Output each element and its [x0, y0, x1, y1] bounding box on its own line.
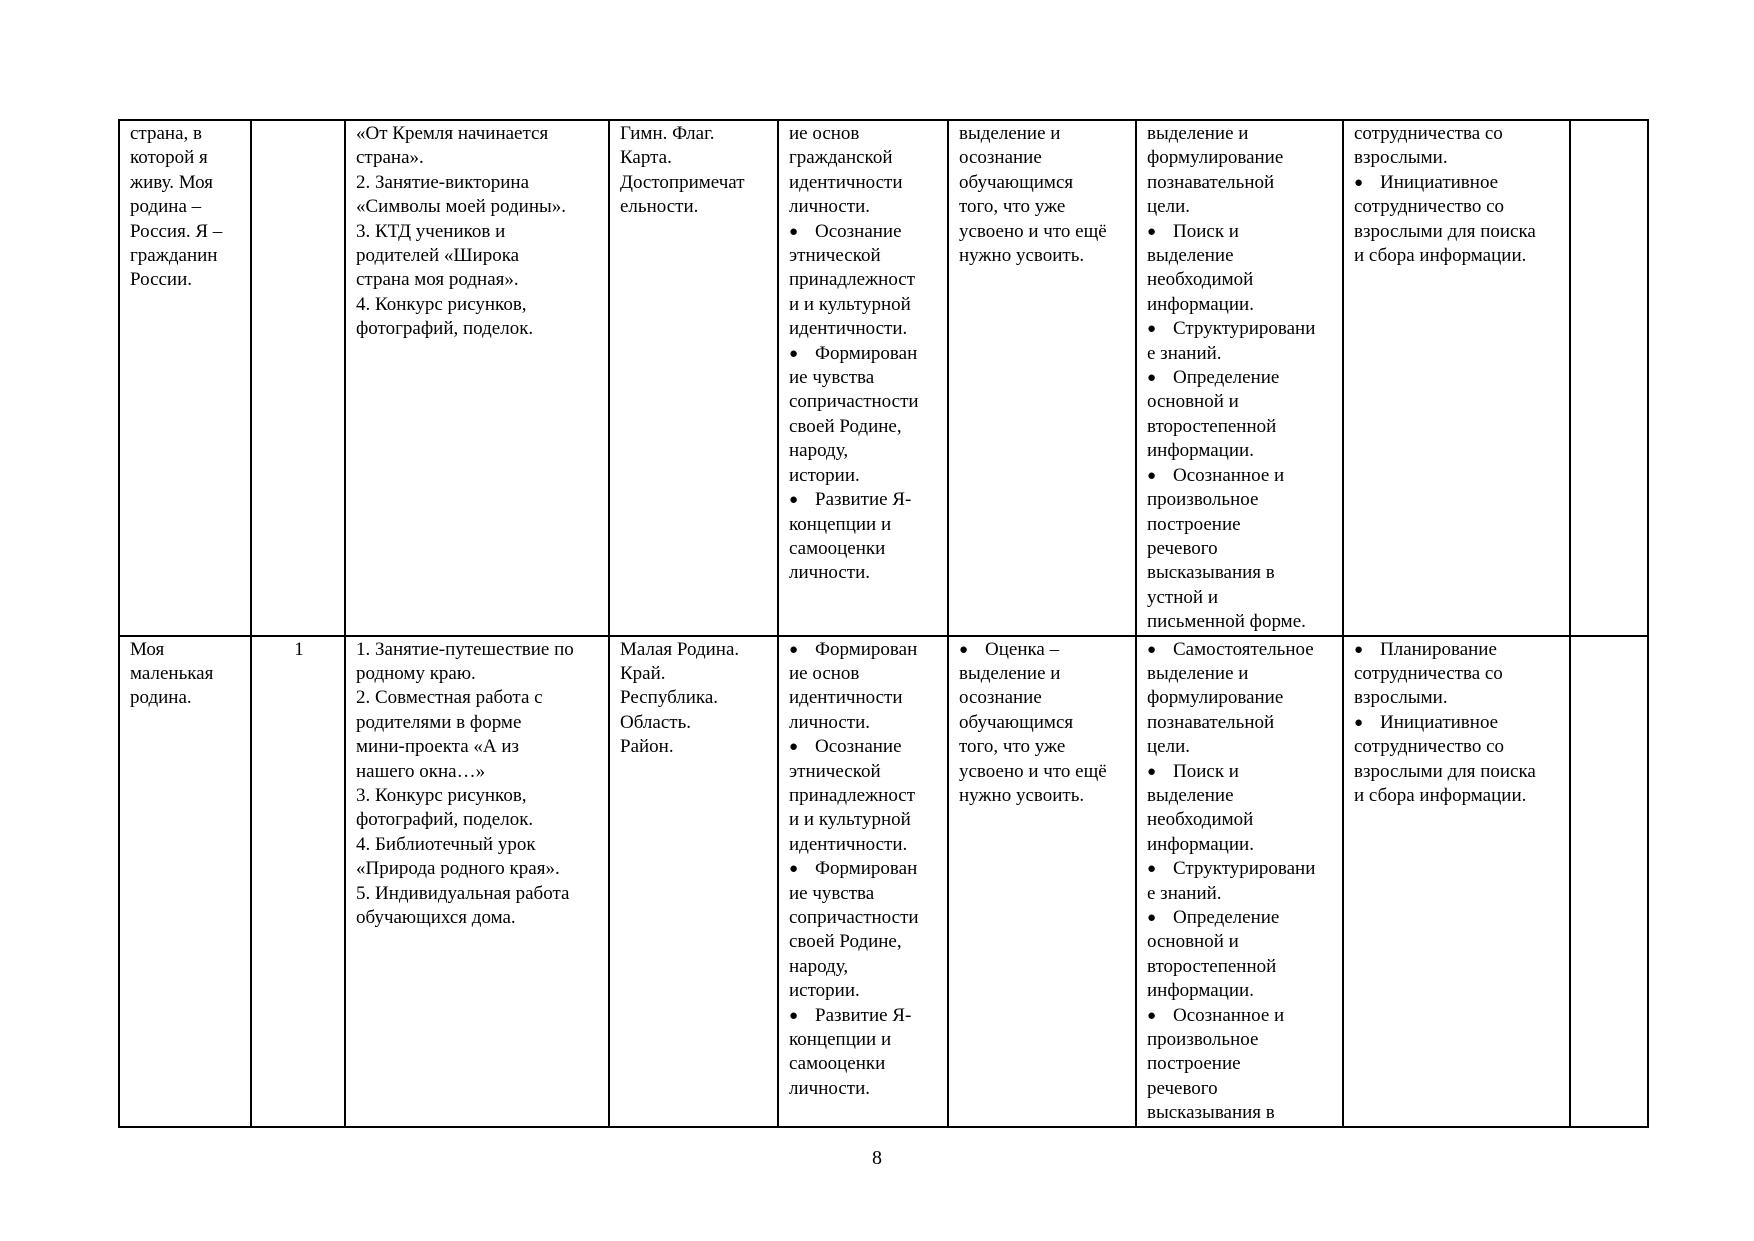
list-item	[789, 220, 939, 342]
cell-text-line: маленькая	[130, 662, 214, 684]
cell-text-line: своей Родине,	[789, 931, 902, 953]
cell-text-line: страна, в	[130, 123, 202, 144]
cell-text-line: сопричастности	[789, 391, 919, 413]
lesson-plan-table	[118, 119, 1649, 1128]
cell-text-line: принадлежност	[789, 784, 916, 806]
cell-text-line: Осознание	[815, 220, 902, 242]
cell-text-line: Край.	[620, 662, 666, 684]
personal-uud-cell	[778, 120, 948, 636]
cognitive-uud-cell	[1136, 120, 1343, 636]
personal-uud-cell	[778, 636, 948, 1127]
cell-text-line: личности.	[789, 562, 871, 584]
cell-text-line: ие основ	[789, 123, 860, 144]
cell-text-line: и сбора информации.	[1354, 245, 1527, 267]
bullet-icon: ●	[1147, 763, 1157, 780]
bullet-icon: ●	[789, 861, 799, 878]
table-body	[119, 120, 1648, 1127]
cell-text-line: информации.	[1147, 293, 1254, 315]
cell-text-line: Достопримечат	[620, 171, 745, 193]
cell-text-line: фотографий, поделок.	[356, 318, 534, 340]
notes-cell	[1570, 120, 1648, 636]
cell-text-line: усвоено и что ещё	[959, 220, 1107, 242]
cell-text-line: Формирован	[815, 638, 918, 660]
cell-text-line: обучающихся дома.	[356, 907, 516, 928]
cell-text-line: речевого	[1147, 537, 1218, 559]
cell-text-line: гражданин	[130, 245, 218, 267]
cell-text-line: страна».	[356, 147, 424, 169]
bullet-icon: ●	[1147, 467, 1157, 484]
cell-text-line: е знаний.	[1147, 882, 1222, 904]
cell-text-line: Гимн. Флаг.	[620, 123, 715, 144]
hours-cell: 1	[251, 636, 345, 1127]
bullet-icon: ●	[1147, 641, 1157, 658]
cell-text-line: Развитие Я-	[815, 489, 912, 511]
cell-text-line: Республика.	[620, 687, 719, 709]
cell-text-line: Малая Родина.	[620, 638, 740, 660]
cell-text-line: самооценки	[789, 537, 886, 559]
list-item	[789, 638, 939, 736]
list-item	[1147, 1004, 1334, 1126]
cell-text-line: Осознанное и	[1173, 1004, 1285, 1026]
cell-text-line: высказывания в	[1147, 1102, 1275, 1124]
forms-cell	[345, 120, 609, 636]
cell-text-line: которой я	[130, 147, 208, 169]
cell-text-line: второстепенной	[1147, 415, 1277, 437]
bullet-icon: ●	[789, 641, 799, 658]
cell-text-line: самооценки	[789, 1053, 886, 1075]
cell-text-line: того, что уже	[959, 736, 1066, 758]
cell-text-line: родителей «Широка	[356, 245, 520, 267]
bullet-icon: ●	[1147, 321, 1157, 338]
cell-text-line: 2. Занятие-викторина	[356, 171, 530, 193]
concepts-cell	[609, 636, 778, 1127]
cell-text-line: того, что уже	[959, 196, 1066, 218]
list-item	[1147, 220, 1334, 318]
cell-text-line: родителями в форме	[356, 711, 522, 733]
cell-text-line: письменной форме.	[1147, 611, 1306, 633]
cell-text-line: живу. Моя	[130, 171, 214, 193]
cell-text-line: своей Родине,	[789, 415, 902, 437]
cell-text-line: принадлежност	[789, 269, 916, 291]
notes-cell	[1570, 636, 1648, 1127]
cell-text-line: народу,	[789, 955, 849, 977]
cell-text-line: концепции и	[789, 513, 892, 535]
cell-text-line: нужно усвоить.	[959, 784, 1085, 806]
bullet-icon: ●	[1354, 641, 1364, 658]
cell-text-line: истории.	[789, 980, 860, 1002]
cell-text-line: Формирован	[815, 858, 918, 880]
hours-cell	[251, 120, 345, 636]
list-item	[1147, 317, 1334, 366]
cell-text-line: 1. Занятие-путешествие по	[356, 638, 574, 660]
cell-text-line: этнической	[789, 245, 881, 267]
page-number: 8	[872, 1147, 882, 1169]
cell-text-line: Карта.	[620, 147, 672, 169]
cell-text-line: формулирование	[1147, 147, 1284, 169]
bullet-icon: ●	[789, 492, 799, 509]
cell-text-line: идентичности.	[789, 833, 908, 855]
cell-text-line: выделение	[1147, 784, 1234, 806]
cell-text-line: познавательной	[1147, 171, 1275, 193]
cell-text-line: взрослыми.	[1354, 147, 1448, 169]
list-item	[789, 488, 939, 586]
cognitive-uud-cell	[1136, 636, 1343, 1127]
bullet-icon: ●	[1354, 714, 1364, 731]
cell-text-line: Планирование	[1380, 638, 1497, 660]
cell-text-line: ие чувства	[789, 882, 875, 904]
cell-text-line: идентичности	[789, 171, 903, 193]
cell-text-line: 4. Библиотечный урок	[356, 833, 536, 855]
cell-text-line: Структурировани	[1173, 318, 1316, 340]
list-item	[1147, 760, 1334, 858]
bullet-icon: ●	[1147, 1007, 1157, 1024]
bullet-icon: ●	[789, 223, 799, 240]
cell-text-line: выделение и	[959, 123, 1061, 144]
cell-text-line: информации.	[1147, 980, 1254, 1002]
cell-text-line: речевого	[1147, 1077, 1218, 1099]
cell-text-line: сотрудничества со	[1354, 662, 1503, 684]
cell-text-line: основной и	[1147, 391, 1239, 413]
bullet-icon: ●	[1147, 370, 1157, 387]
bullet-icon: ●	[1147, 861, 1157, 878]
cell-text-line: и и культурной	[789, 293, 911, 315]
cell-text-line: Структурировани	[1173, 858, 1316, 880]
communicative-uud-cell	[1343, 636, 1570, 1127]
bullet-icon: ●	[789, 345, 799, 362]
cell-text-line: нужно усвоить.	[959, 245, 1085, 267]
cell-text-line: гражданской	[789, 147, 893, 169]
cell-text-line: Область.	[620, 711, 691, 733]
cell-text-line: Развитие Я-	[815, 1004, 912, 1026]
cell-text-line: Определение	[1173, 907, 1280, 928]
cell-text-line: родина –	[130, 196, 202, 218]
cell-text-line: народу,	[789, 440, 849, 462]
cell-text-line: личности.	[789, 711, 871, 733]
regulative-uud-cell	[948, 120, 1136, 636]
list-item	[1147, 464, 1334, 635]
cell-text-line: выделение	[1147, 245, 1234, 267]
cell-text-line: 5. Индивидуальная работа	[356, 882, 570, 904]
cell-text-line: е знаний.	[1147, 342, 1222, 364]
cell-text-line: Самостоятельное	[1173, 638, 1314, 660]
list-item	[789, 735, 939, 857]
cell-text-line: 4. Конкурс рисунков,	[356, 293, 527, 315]
cell-text-line: ельности.	[620, 196, 699, 218]
cell-text-line: Инициативное	[1380, 171, 1499, 193]
cell-text-line: фотографий, поделок.	[356, 809, 534, 831]
cell-text-line: Поиск и	[1173, 220, 1239, 242]
cell-text-line: Оценка –	[985, 638, 1060, 660]
list-item	[789, 1004, 939, 1102]
bullet-icon: ●	[1147, 910, 1157, 926]
cell-text-line: необходимой	[1147, 809, 1254, 831]
list-item	[789, 342, 939, 488]
cell-text-line: родному краю.	[356, 662, 476, 684]
cell-text-line: родина.	[130, 687, 192, 709]
topic-cell	[119, 636, 251, 1127]
cell-text-line: взрослыми для поиска	[1354, 220, 1536, 242]
cell-text-line: сотрудничество со	[1354, 736, 1504, 758]
cell-text-line: выделение и	[1147, 662, 1249, 684]
cell-text-line: ие чувства	[789, 367, 875, 389]
cell-text-line: взрослыми для поиска	[1354, 760, 1536, 782]
cell-text-line: Район.	[620, 736, 674, 758]
bullet-list	[789, 638, 939, 1102]
bullet-icon: ●	[1354, 174, 1364, 191]
cell-text-line: выделение и	[1147, 123, 1249, 144]
cell-text-line: формулирование	[1147, 687, 1284, 709]
regulative-uud-cell	[948, 636, 1136, 1127]
bullet-list	[1354, 171, 1561, 269]
forms-cell	[345, 636, 609, 1127]
cell-text-line: сопричастности	[789, 907, 919, 928]
cell-text-line: и и культурной	[789, 809, 911, 831]
cell-text-line: 3. Конкурс рисунков,	[356, 784, 527, 806]
cell-text-line: сотрудничество со	[1354, 196, 1504, 218]
cell-text-line: этнической	[789, 760, 881, 782]
list-item	[1147, 366, 1334, 464]
cell-text-line: построение	[1147, 1053, 1241, 1075]
bullet-list	[789, 220, 939, 586]
cell-text-line: осознание	[959, 687, 1042, 709]
bullet-list	[1147, 638, 1334, 1126]
cell-text-line: 3. КТД учеников и	[356, 220, 506, 242]
bullet-icon: ●	[1147, 223, 1157, 240]
cell-text-line: познавательной	[1147, 711, 1275, 733]
cell-text-line: идентичности.	[789, 318, 908, 340]
cell-text-line: усвоено и что ещё	[959, 760, 1107, 782]
cell-text-line: Инициативное	[1380, 711, 1499, 733]
list-item	[1354, 711, 1561, 809]
table-row	[119, 120, 1648, 636]
cell-text-line: цели.	[1147, 736, 1191, 758]
cell-text-line: второстепенной	[1147, 955, 1277, 977]
cell-text-line: и сбора информации.	[1354, 784, 1527, 806]
cell-text-line: Формирован	[815, 342, 918, 364]
list-item	[1147, 857, 1334, 906]
cell-text-line: Осознанное и	[1173, 464, 1285, 486]
cell-text-line: необходимой	[1147, 269, 1254, 291]
cell-text-line: личности.	[789, 196, 871, 218]
cell-text-line: «Природа родного края».	[356, 858, 560, 880]
cell-text-line: нашего окна…»	[356, 760, 486, 782]
bullet-list	[1354, 638, 1561, 809]
list-item	[959, 638, 1127, 809]
concepts-cell	[609, 120, 778, 636]
cell-text-line: информации.	[1147, 440, 1254, 462]
cell-text-line: построение	[1147, 513, 1241, 535]
cell-text-line: ие основ	[789, 662, 860, 684]
cell-text-line: Моя	[130, 638, 165, 660]
list-item	[789, 857, 939, 1003]
cell-text-line: обучающимся	[959, 171, 1074, 193]
cell-text-line: произвольное	[1147, 489, 1259, 511]
cell-text-line: взрослыми.	[1354, 687, 1448, 709]
cell-text-line: высказывания в	[1147, 562, 1275, 584]
cell-text-line: сотрудничества со	[1354, 123, 1503, 144]
cell-text-line: устной и	[1147, 586, 1218, 608]
cell-text-line: выделение и	[959, 662, 1061, 684]
communicative-uud-cell	[1343, 120, 1570, 636]
cell-text-line: Осознание	[815, 736, 902, 758]
table-row	[119, 636, 1648, 1127]
cell-text-line: произвольное	[1147, 1029, 1259, 1051]
cell-text-line: информации.	[1147, 833, 1254, 855]
list-item	[1147, 906, 1334, 1004]
cell-text-line: цели.	[1147, 196, 1191, 218]
cell-text-line: осознание	[959, 147, 1042, 169]
list-item	[1354, 171, 1561, 269]
bullet-icon: ●	[959, 641, 969, 658]
cell-text-line: обучающимся	[959, 711, 1074, 733]
bullet-list	[1147, 220, 1334, 635]
topic-cell	[119, 120, 251, 636]
cell-text-line: основной и	[1147, 931, 1239, 953]
cell-text-line: «От Кремля начинается	[356, 123, 549, 144]
cell-text-line: «Символы моей родины».	[356, 196, 567, 218]
bullet-icon: ●	[789, 1007, 799, 1024]
cell-text-line: Россия. Я –	[130, 220, 223, 242]
cell-text-line: Определение	[1173, 367, 1280, 389]
cell-text-line: концепции и	[789, 1029, 892, 1051]
bullet-list	[959, 638, 1127, 809]
cell-text-line: России.	[130, 269, 193, 291]
cell-text-line: 2. Совместная работа с	[356, 687, 543, 709]
list-item	[1147, 638, 1334, 760]
cell-text-line: Поиск и	[1173, 760, 1239, 782]
cell-text-line: мини-проекта «А из	[356, 736, 520, 758]
cell-text-line: истории.	[789, 464, 860, 486]
bullet-icon: ●	[789, 739, 799, 756]
list-item	[1354, 638, 1561, 711]
cell-text-line: личности.	[789, 1077, 871, 1099]
cell-text-line: страна моя родная».	[356, 269, 519, 291]
cell-text-line: идентичности	[789, 687, 903, 709]
